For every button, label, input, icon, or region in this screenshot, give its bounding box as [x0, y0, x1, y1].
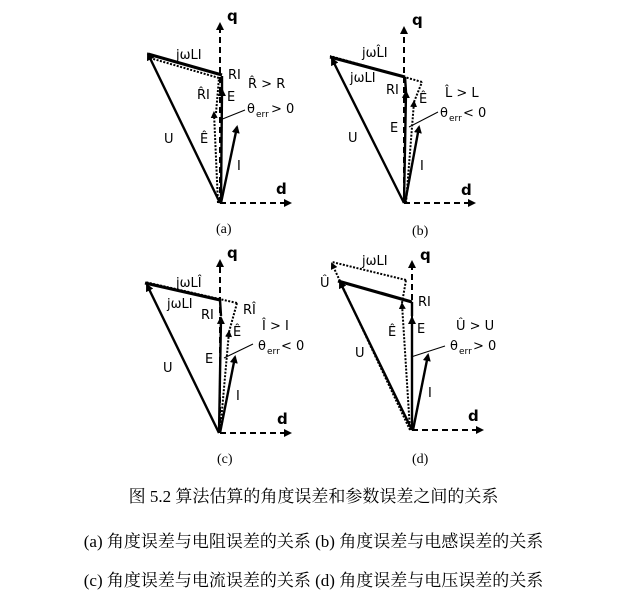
label-E: E [227, 90, 236, 105]
condition-label: L̂ > L [445, 86, 479, 101]
label-U: U [355, 346, 365, 361]
label-U: U [163, 361, 173, 376]
panel-label-b: (b) [412, 224, 429, 239]
theta-symbol: θ [247, 102, 255, 117]
label-I: I [237, 159, 241, 174]
vector-RI [405, 77, 406, 92]
panel-a [148, 7, 294, 237]
theta-subscript: err [267, 347, 280, 357]
label-I: I [428, 386, 432, 401]
theta-symbol: θ [258, 339, 266, 354]
panel-c [145, 244, 304, 467]
figure-caption-title: 图 5.2 算法估算的角度误差和参数误差之间的关系 [128, 487, 499, 506]
vector-RI-est [216, 78, 219, 113]
panel-label-c: (c) [217, 452, 233, 467]
label-E: E [205, 352, 214, 367]
label-U: U [348, 131, 358, 146]
panel-d [320, 246, 496, 467]
label-jwLI: jωLI [167, 297, 193, 312]
label-RI: RI [228, 68, 241, 83]
vector-E [221, 90, 222, 203]
label-E: E [417, 322, 426, 337]
vector-I [413, 355, 428, 430]
theta-relation: > 0 [473, 339, 497, 354]
label-I: I [420, 159, 424, 174]
label-RI-est: RÎ [243, 303, 256, 318]
label-jwLI: jωLI [176, 48, 202, 63]
label-jwLI-est: jωLÎ [176, 276, 202, 291]
condition-label: Î > I [262, 319, 289, 334]
label-RI-est: R̂I [197, 88, 210, 103]
label-RI: RI [201, 308, 214, 323]
label-U-est: Û [320, 276, 330, 291]
q-axis-label: q [227, 7, 238, 25]
panel-label-d: (d) [412, 452, 429, 467]
theta-symbol: θ [450, 339, 458, 354]
panel-b [330, 11, 486, 239]
label-U: U [164, 132, 174, 147]
vector-I [221, 127, 237, 203]
theta-leader-line [224, 344, 253, 358]
label-E-est: Ê [233, 325, 242, 340]
vector-E [219, 318, 221, 433]
label-RI: RI [418, 295, 431, 310]
q-axis-label: q [412, 11, 423, 29]
vector-I [220, 357, 235, 433]
theta-subscript: err [256, 110, 269, 120]
label-I: I [236, 389, 240, 404]
label-RI: RI [386, 83, 399, 98]
label-E-est: Ê [200, 132, 209, 147]
q-axis-label: q [420, 246, 431, 264]
condition-label: Û > U [456, 319, 495, 334]
theta-relation: > 0 [271, 102, 295, 117]
d-axis-label: d [461, 181, 472, 199]
label-E-est: Ê [388, 325, 397, 340]
label-jwLI: jωLI [350, 71, 376, 86]
label-E: E [390, 121, 399, 136]
d-axis-label: d [468, 407, 479, 425]
theta-subscript: err [449, 114, 462, 124]
figure-caption-line-2: (c) 角度误差与电流误差的关系 (d) 角度误差与电压误差的关系 [83, 571, 544, 590]
theta-relation: < 0 [463, 106, 487, 121]
vector-U [148, 54, 220, 203]
condition-label: R̂ > R [248, 77, 286, 92]
d-axis-label: d [276, 180, 287, 198]
label-jwLI: jωLI [362, 254, 388, 269]
theta-leader-line [220, 110, 245, 120]
label-jwLI-est: jωL̂I [362, 46, 388, 61]
theta-symbol: θ [440, 106, 448, 121]
q-axis-label: q [227, 244, 238, 262]
figure-caption-line-1: (a) 角度误差与电阻误差的关系 (b) 角度误差与电感误差的关系 [83, 532, 544, 551]
theta-subscript: err [459, 347, 472, 357]
theta-relation: < 0 [281, 339, 305, 354]
panel-label-a: (a) [216, 222, 232, 237]
label-E-est: Ê [419, 92, 428, 107]
vector-RI [220, 300, 221, 316]
d-axis-label: d [277, 410, 288, 428]
